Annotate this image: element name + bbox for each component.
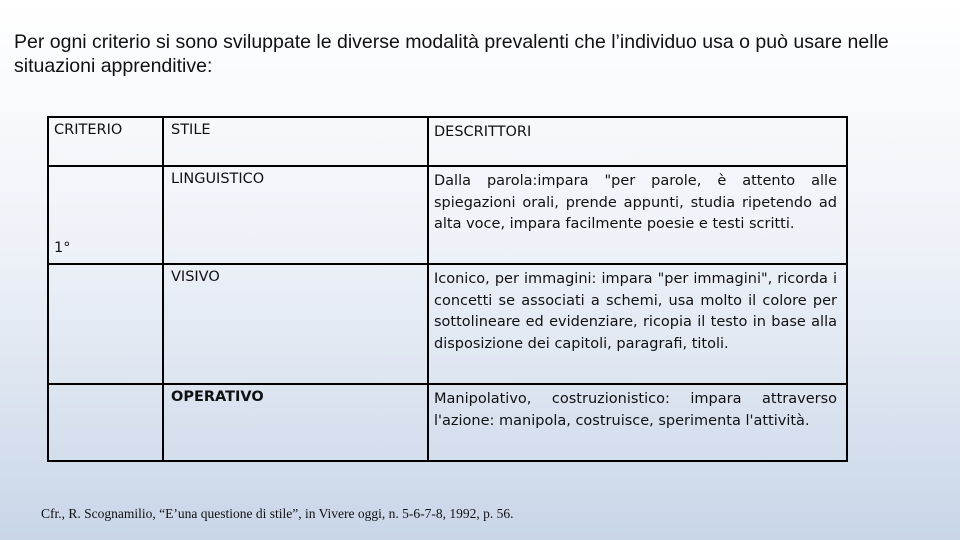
stile-cell <box>163 264 428 384</box>
header-stile-cell <box>163 117 428 166</box>
stile-cell <box>163 166 428 264</box>
header-criterio: CRITERIO <box>54 122 123 138</box>
header-stile: STILE <box>171 122 211 138</box>
stile-operativo: OPERATIVO <box>171 389 264 405</box>
descrittori-linguistico: Dalla parola:impara "per parole, è attento alle spiegazioni orali, prende appunti, studia ripetendo ad alta voce, impara facilmente poesie e testi scritti. <box>434 173 837 232</box>
header-descrittori: DESCRITTORI <box>434 124 532 140</box>
header-criterio-cell <box>48 117 163 166</box>
header-descrittori-cell <box>428 117 847 166</box>
intro-text: Per ogni criterio si sono sviluppate le diverse modalità prevalenti che l’individuo usa o può usare nelle situazioni apprenditive: <box>14 31 889 77</box>
descrittori-visivo: Iconico, per immagini: impara "per immagini", ricorda i concetti se associati a schemi, usa molto il colore per sottolineare ed evidenziare, ricopia il testo in base alla disposizione dei capitoli, paragrafi, titoli. <box>434 271 837 352</box>
criterio-cell <box>48 166 163 264</box>
criterio-number: 1° <box>54 240 71 256</box>
stile-cell <box>163 384 428 461</box>
descrittori-cell <box>428 384 847 461</box>
learning-styles-table <box>47 116 848 462</box>
table-row <box>48 264 847 384</box>
stile-visivo: VISIVO <box>171 269 220 285</box>
table-header-row <box>48 117 847 166</box>
descrittori-operativo: Manipolativo, costruzionistico: impara attraverso l'azione: manipola, costruisce, sperimenta l'attività. <box>434 391 837 429</box>
criterio-cell-empty <box>48 384 163 461</box>
descrittori-cell <box>428 166 847 264</box>
stile-linguistico: LINGUISTICO <box>171 171 265 187</box>
source-citation: Cfr., R. Scognamilio, “E’una questione di stile”, in Vivere oggi, n. 5-6-7-8, 1992, p. 56. <box>41 506 514 521</box>
table-row <box>48 166 847 264</box>
descrittori-cell <box>428 264 847 384</box>
table-row <box>48 384 847 461</box>
criterio-cell-empty <box>48 264 163 384</box>
